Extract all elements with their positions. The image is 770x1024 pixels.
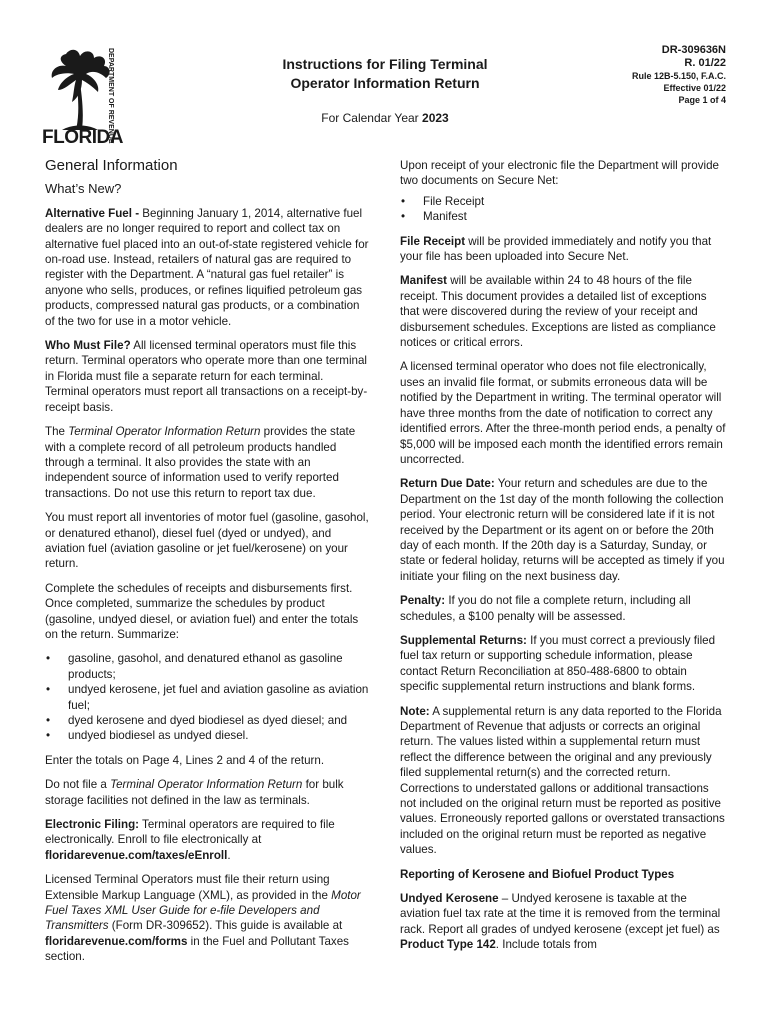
paragraph-supplemental: Supplemental Returns: If you must correct a previously filed fuel tax return or supporting schedule information, please contact Return Reconciliation at 850-488-6800 to obtain specific supplemental return instructions and blank forms. bbox=[400, 633, 716, 694]
paragraph-due-date: Return Due Date: Your return and schedules are due to the Department on the 1st day of the month following the collection period. Your electronic return will be considered late if it is not received by the Department or its agent on or before the 20th day of each month. If the 20th day is a Saturday, Sunday, or state or federal holiday, returns will be accepted as timely if you initiate your filing on the next business day. bbox=[400, 477, 725, 583]
right-column bbox=[400, 158, 726, 962]
paragraph-alternative-fuel: Alternative Fuel - Beginning January 1, 2014, alternative fuel dealers are no longer required to report and collect tax on alternative fuel placed into an out-of-state registered vehicle for on-road use. Instead, retailers of natural gas are required to register with the Department. A “natural gas fuel retailer” is anyone who sells, produces, or refines liquified petroleum gas products, compressed natural gas products, or a combination of the two for use in a motor vehicle. bbox=[45, 206, 369, 328]
list-item: • undyed kerosene, jet fuel and aviation gasoline as aviation fuel; bbox=[45, 682, 370, 713]
whats-new-heading: What’s New? bbox=[45, 181, 122, 197]
list-item: • Manifest bbox=[400, 209, 726, 224]
list-item: • File Receipt bbox=[400, 194, 726, 209]
documents-list bbox=[400, 194, 726, 225]
paragraph-inventories: You must report all inventories of motor fuel (gasoline, gasohol, or denatured ethanol), diesel fuel (dyed or undyed), and aviation fuel (aviation gasoline or jet fuel/kerosene) on your return. bbox=[45, 511, 369, 571]
paragraph-xml: Licensed Terminal Operators must file their return using Extensible Markup Language (XML), as provided in the Motor Fuel Taxes XML User Guide for e-file Developers and Transmitters (Form DR-309652). This guide is available at floridarevenue.com/forms in the Fuel and Pollutant Taxes section. bbox=[45, 873, 361, 964]
paragraph-schedules: Complete the schedules of receipts and disbursements first. Once completed, summarize the schedules by product (gasoline, undyed diesel, or aviation fuel) and enter the totals on the return. Summarize: bbox=[45, 581, 359, 641]
paragraph-manifest: Manifest will be available within 24 to 48 hours of the file receipt. This document provides a detailed list of exceptions that were discovered during the review of your receipt and disbursement schedules. Exceptions are listed as compliance notices or critical errors. bbox=[400, 274, 716, 350]
form-identifier: DR-309636N R. 01/22 Rule 12B-5.150, F.A.C. Effective 01/22 Page 1 of 4 bbox=[631, 44, 726, 105]
kerosene-heading: Reporting of Kerosene and Biofuel Product Types bbox=[400, 867, 675, 881]
paragraph-undyed-kerosene: Undyed Kerosene – Undyed kerosene is taxable at the aviation fuel tax rate at the time it is removed from the terminal rack. Report all grades of undyed kerosene (except jet fuel) as Product Type 142. Include totals from bbox=[400, 892, 721, 952]
section-title: General Information bbox=[45, 157, 178, 174]
paragraph-file-receipt: File Receipt will be provided immediately and notify you that your file has been uploaded into Secure Net. bbox=[400, 234, 712, 264]
paragraph-electronic-filing: Electronic Filing: Terminal operators are required to file electronically. Enroll to file electronically at floridarevenue.com/taxes/eEnroll. bbox=[45, 818, 335, 862]
paragraph-note: Note: A supplemental return is any data reported to the Florida Department of Revenue that adjusts or corrects an original return. The values listed within a supplemental return must reflect the difference between the original and any previously filed supplemental return(s) and the corrected return. Corrections to understated gallons or additional transactions not included on the original return must be reported as positive values. Erroneously reported gallons or overstated transactions included on the original return must be reported as negative values. bbox=[400, 704, 725, 857]
summarize-list bbox=[45, 651, 370, 743]
enroll-link[interactable]: floridarevenue.com/taxes/eEnroll bbox=[45, 848, 228, 862]
department-of-revenue-vertical: DEPARTMENT OF REVENUE bbox=[107, 48, 114, 144]
paragraph-totals: Enter the totals on Page 4, Lines 2 and 4 of the return. bbox=[45, 753, 325, 767]
list-item: • dyed kerosene and dyed biodiesel as dyed diesel; and bbox=[45, 713, 370, 728]
page-title: Instructions for Filing Terminal Operator Information Return bbox=[282, 56, 488, 91]
list-item: • undyed biodiesel as undyed diesel. bbox=[45, 728, 370, 743]
left-column bbox=[45, 158, 370, 974]
paragraph-who-must-file: Who Must File? All licensed terminal operators must file this return. Terminal operators who operate more than one terminal in Florida must file a separate return for each terminal. Terminal operators must report all transactions on a receipt-by-receipt basis. bbox=[45, 339, 368, 414]
paragraph-secure-net: Upon receipt of your electronic file the Department will provide two documents on Secure Net: bbox=[400, 159, 719, 188]
forms-link[interactable]: floridarevenue.com/forms bbox=[45, 934, 188, 948]
paragraph-penalty: Penalty: If you do not file a complete return, including all schedules, a $100 penalty will be assessed. bbox=[400, 594, 691, 623]
florida-wordmark: FLORIDA bbox=[42, 127, 123, 148]
paragraph-bulk-storage: Do not file a Terminal Operator Information Return for bulk storage facilities not defined in the law as terminals. bbox=[45, 778, 344, 807]
calendar-year: For Calendar Year 2023 bbox=[321, 111, 449, 125]
paragraph-non-electronic: A licensed terminal operator who does not file electronically, uses an invalid file format, or submits erroneous data will be notified by the Department in writing. The terminal operator will have three months from the date of notification to correct any identified errors. After the three-month period ends, a penalty of $5,000 will be imposed each month the identified errors remain uncorrected. bbox=[400, 360, 726, 466]
paragraph-return-purpose: The Terminal Operator Information Return provides the state with a complete record of all petroleum products handled through a terminal. It also provides the state with an independent source of information used to verify reported transactions. Do not use this return to report tax due. bbox=[45, 425, 356, 500]
list-item: • gasoline, gasohol, and denatured ethanol as gasoline products; bbox=[45, 651, 370, 682]
